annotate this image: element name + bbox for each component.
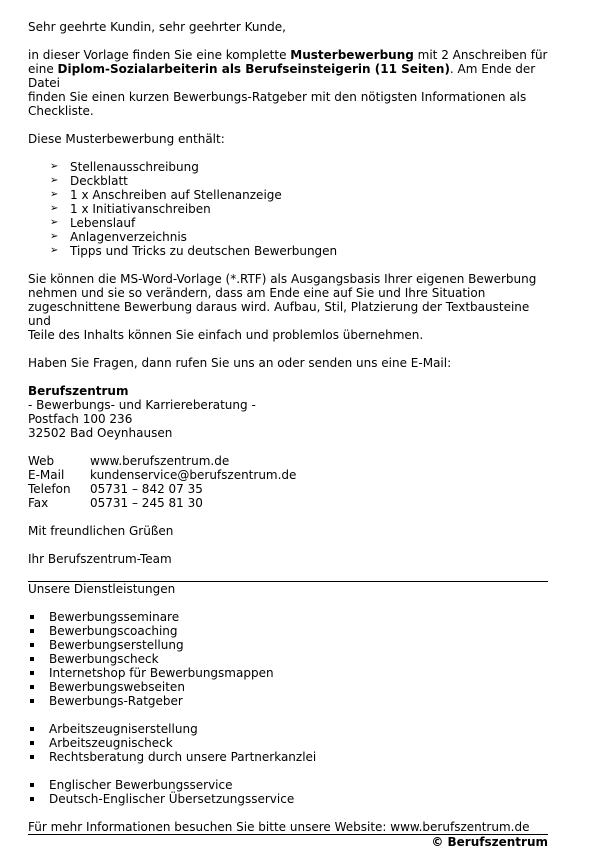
services-list-3 <box>28 778 548 806</box>
square-bullet-icon <box>30 741 34 745</box>
company-tagline: - Bewerbungs- und Karriereberatung - <box>28 398 256 412</box>
footer-info: Für mehr Informationen besuchen Sie bitte unsere Website: www.berufszentrum.de <box>28 820 530 834</box>
list-item: Bewerbungswebseiten <box>30 680 548 694</box>
intro-text: eine <box>28 62 58 76</box>
square-bullet-icon <box>30 671 34 675</box>
closing: Mit freundlichen Grüßen <box>28 524 174 538</box>
square-bullet-icon <box>30 629 34 633</box>
intro-bold: Diplom-Sozialarbeiterin als Berufseinsteigerin (11 Seiten) <box>57 62 450 76</box>
list-item: Englischer Bewerbungsservice <box>30 778 548 792</box>
fax-value: 05731 – 245 81 30 <box>90 496 203 510</box>
contact-row-fax: Fax 05731 – 245 81 30 <box>28 496 203 510</box>
usage-line: nehmen und sie so verändern, dass am Ende eine auf Sie und Ihre Situation <box>28 286 486 300</box>
square-bullet-icon <box>30 643 34 647</box>
services-list-2 <box>28 722 548 764</box>
arrow-bullet-icon: ➢ <box>50 245 59 256</box>
square-bullet-icon <box>30 657 34 661</box>
arrow-bullet-icon: ➢ <box>50 231 59 242</box>
phone-value: 05731 – 842 07 35 <box>90 482 203 496</box>
intro-text: in dieser Vorlage finden Sie eine komplette <box>28 48 291 62</box>
list-item: Internetshop für Bewerbungsmappen <box>30 666 548 680</box>
list-item: ➢ Deckblatt <box>50 174 128 188</box>
copyright: © Berufszentrum <box>431 835 548 849</box>
list-item: ➢ Stellenausschreibung <box>50 160 199 174</box>
intro-line-1 <box>28 48 548 62</box>
intro-line-3: finden Sie einen kurzen Bewerbungs-Ratgeber mit den nötigsten Informationen als <box>28 90 527 104</box>
intro-line-2 <box>28 62 548 90</box>
arrow-bullet-icon: ➢ <box>50 175 59 186</box>
square-bullet-icon <box>30 797 34 801</box>
company-city: 32502 Bad Oeynhausen <box>28 426 173 440</box>
square-bullet-icon <box>30 699 34 703</box>
greeting: Sehr geehrte Kundin, sehr geehrter Kunde, <box>28 20 286 34</box>
contact-row-web: Web www.berufszentrum.de <box>28 454 230 468</box>
square-bullet-icon <box>30 685 34 689</box>
list-item: Arbeitszeugnischeck <box>30 736 548 750</box>
arrow-bullet-icon: ➢ <box>50 161 59 172</box>
intro-text: mit 2 Anschreiben für <box>413 48 548 62</box>
list-item: Bewerbungs-Ratgeber <box>30 694 548 708</box>
list-item: Arbeitszeugniserstellung <box>30 722 548 736</box>
list-item: Deutsch-Englischer Übersetzungsservice <box>30 792 548 806</box>
intro-text: . Am Ende der Datei <box>28 62 536 90</box>
arrow-bullet-icon: ➢ <box>50 189 59 200</box>
questions-text: Haben Sie Fragen, dann rufen Sie uns an oder senden uns eine E-Mail: <box>28 356 452 370</box>
services-heading: Unsere Dienstleistungen <box>28 582 176 596</box>
company-name: Berufszentrum <box>28 384 129 398</box>
list-item: Bewerbungserstellung <box>30 638 548 652</box>
contact-row-phone: Telefon 05731 – 842 07 35 <box>28 482 203 496</box>
usage-line: zugeschnittene Bewerbung daraus wird. Aufbau, Stil, Platzierung der Textbausteine und <box>28 300 530 328</box>
list-item: Bewerbungscheck <box>30 652 548 666</box>
list-item: Rechtsberatung durch unsere Partnerkanzlei <box>30 750 548 764</box>
document-page <box>28 20 548 849</box>
contents-list <box>28 160 548 258</box>
company-street: Postfach 100 236 <box>28 412 133 426</box>
signature: Ihr Berufszentrum-Team <box>28 552 172 566</box>
list-item: ➢ 1 x Anschreiben auf Stellenanzeige <box>50 188 282 202</box>
list-item: ➢ Lebenslauf <box>50 216 136 230</box>
usage-line: Teile des Inhalts können Sie einfach und problemlos übernehmen. <box>28 328 424 342</box>
list-item: ➢ 1 x Initiativanschreiben <box>50 202 211 216</box>
square-bullet-icon <box>30 727 34 731</box>
square-bullet-icon <box>30 783 34 787</box>
email-link[interactable]: kundenservice@berufszentrum.de <box>90 468 297 482</box>
arrow-bullet-icon: ➢ <box>50 203 59 214</box>
usage-line: Sie können die MS-Word-Vorlage (*.RTF) als Ausgangsbasis Ihrer eigenen Bewerbung <box>28 272 537 286</box>
list-item: ➢ Anlagenverzeichnis <box>50 230 187 244</box>
intro-bold: Musterbewerbung <box>290 48 414 62</box>
list-item: Bewerbungsseminare <box>30 610 548 624</box>
services-list-1 <box>28 610 548 708</box>
list-item: ➢ Tipps und Tricks zu deutschen Bewerbungen <box>50 244 338 258</box>
intro-line-4: Checkliste. <box>28 104 94 118</box>
website-link[interactable]: www.berufszentrum.de <box>90 454 230 468</box>
square-bullet-icon <box>30 615 34 619</box>
list-item: Bewerbungscoaching <box>30 624 548 638</box>
contents-heading: Diese Musterbewerbung enthält: <box>28 132 225 146</box>
arrow-bullet-icon: ➢ <box>50 217 59 228</box>
square-bullet-icon <box>30 755 34 759</box>
contact-row-email: E-Mail kundenservice@berufszentrum.de <box>28 468 297 482</box>
